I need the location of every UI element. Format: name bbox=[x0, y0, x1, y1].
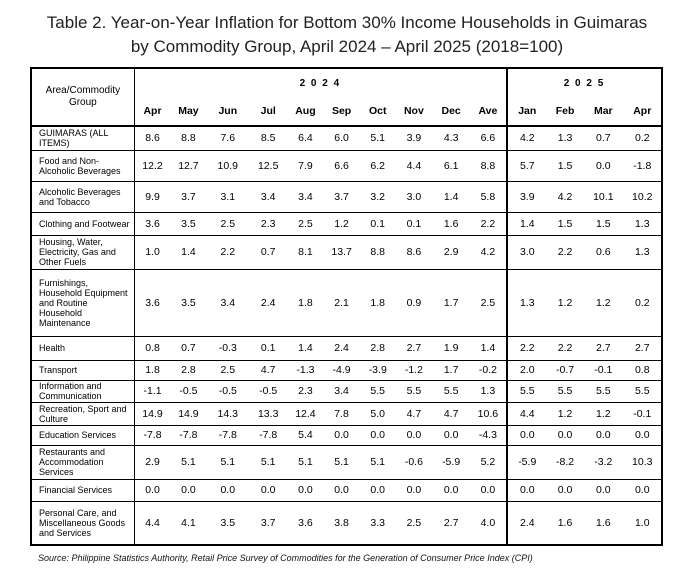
value-cell-2024: 8.5 bbox=[249, 126, 287, 150]
value-cell-2025: 0.2 bbox=[624, 126, 662, 150]
value-cell-2025: 0.0 bbox=[507, 425, 547, 445]
value-cell-2025: 0.0 bbox=[624, 479, 662, 501]
value-cell-2025: 1.5 bbox=[547, 212, 583, 235]
value-cell-2024: 6.6 bbox=[324, 150, 360, 181]
value-cell-2024: 2.5 bbox=[207, 360, 250, 380]
value-cell-2025: 3.9 bbox=[507, 181, 547, 212]
value-cell-2025: 5.5 bbox=[507, 380, 547, 402]
value-cell-2025: -1.8 bbox=[624, 150, 662, 181]
value-cell-2024: 2.2 bbox=[470, 212, 506, 235]
value-cell-2024: 2.1 bbox=[324, 269, 360, 336]
value-cell-2025: 0.0 bbox=[547, 425, 583, 445]
commodity-label: Personal Care, and Miscellaneous Goods and Services bbox=[31, 501, 134, 545]
value-cell-2024: 2.4 bbox=[249, 269, 287, 336]
value-cell-2024: 3.5 bbox=[207, 501, 250, 545]
value-cell-2024: 8.8 bbox=[170, 126, 206, 150]
value-cell-2025: 10.3 bbox=[624, 445, 662, 479]
value-cell-2024: 3.4 bbox=[287, 181, 323, 212]
value-cell-2024: 4.2 bbox=[470, 235, 506, 269]
value-cell-2024: 1.8 bbox=[134, 360, 170, 380]
value-cell-2024: 5.8 bbox=[470, 181, 506, 212]
value-cell-2024: 3.0 bbox=[396, 181, 432, 212]
value-cell-2024: -4.9 bbox=[324, 360, 360, 380]
value-cell-2025: 0.8 bbox=[624, 360, 662, 380]
value-cell-2025: 0.0 bbox=[583, 150, 623, 181]
source-note: Source: Philippine Statistics Authority, Retail Price Survey of Commodities for the Generation of Consumer Price Index (CPI) bbox=[38, 553, 533, 563]
value-cell-2025: 1.3 bbox=[624, 235, 662, 269]
table-row bbox=[31, 269, 662, 336]
value-cell-2024: -0.5 bbox=[170, 380, 206, 402]
value-cell-2024: 0.7 bbox=[170, 336, 206, 360]
table-body bbox=[31, 126, 662, 545]
value-cell-2024: 3.4 bbox=[249, 181, 287, 212]
value-cell-2024: 9.9 bbox=[134, 181, 170, 212]
value-cell-2024: 3.5 bbox=[170, 269, 206, 336]
table-row bbox=[31, 425, 662, 445]
value-cell-2024: 1.7 bbox=[432, 269, 470, 336]
value-cell-2024: -4.3 bbox=[470, 425, 506, 445]
value-cell-2025: 2.4 bbox=[507, 501, 547, 545]
commodity-label: Housing, Water, Electricity, Gas and Other Fuels bbox=[31, 235, 134, 269]
table-row bbox=[31, 212, 662, 235]
value-cell-2024: 3.4 bbox=[324, 380, 360, 402]
value-cell-2025: 0.0 bbox=[624, 425, 662, 445]
commodity-label: Clothing and Footwear bbox=[31, 212, 134, 235]
value-cell-2025: -0.1 bbox=[624, 402, 662, 425]
table-title bbox=[0, 11, 694, 59]
commodity-label: Education Services bbox=[31, 425, 134, 445]
value-cell-2024: 8.8 bbox=[470, 150, 506, 181]
value-cell-2024: 14.9 bbox=[134, 402, 170, 425]
value-cell-2024: 1.4 bbox=[170, 235, 206, 269]
value-cell-2024: -7.8 bbox=[207, 425, 250, 445]
value-cell-2024: -1.3 bbox=[287, 360, 323, 380]
value-cell-2025: 1.3 bbox=[507, 269, 547, 336]
commodity-label: Furnishings, Household Equipment and Routine Household Maintenance bbox=[31, 269, 134, 336]
value-cell-2024: 14.3 bbox=[207, 402, 250, 425]
value-cell-2024: 3.3 bbox=[360, 501, 396, 545]
value-cell-2024: -0.3 bbox=[207, 336, 250, 360]
value-cell-2025: 0.0 bbox=[583, 425, 623, 445]
value-cell-2024: 3.6 bbox=[134, 212, 170, 235]
value-cell-2024: 0.0 bbox=[170, 479, 206, 501]
month-header-2024: Oct bbox=[368, 105, 387, 117]
table-row bbox=[31, 501, 662, 545]
value-cell-2025: 1.3 bbox=[547, 126, 583, 150]
value-cell-2025: 0.2 bbox=[624, 269, 662, 336]
value-cell-2024: 5.1 bbox=[324, 445, 360, 479]
value-cell-2024: 0.0 bbox=[287, 479, 323, 501]
value-cell-2024: 4.4 bbox=[396, 150, 432, 181]
value-cell-2024: 1.2 bbox=[324, 212, 360, 235]
value-cell-2024: 5.2 bbox=[470, 445, 506, 479]
value-cell-2024: 1.7 bbox=[432, 360, 470, 380]
value-cell-2025: 1.2 bbox=[547, 269, 583, 336]
month-header-2024: Dec bbox=[441, 105, 461, 117]
value-cell-2024: 8.8 bbox=[360, 235, 396, 269]
value-cell-2024: -1.1 bbox=[134, 380, 170, 402]
value-cell-2024: 3.2 bbox=[360, 181, 396, 212]
value-cell-2024: 7.9 bbox=[287, 150, 323, 181]
table-row bbox=[31, 181, 662, 212]
value-cell-2024: 4.7 bbox=[249, 360, 287, 380]
value-cell-2024: 2.5 bbox=[207, 212, 250, 235]
value-cell-2024: 4.4 bbox=[134, 501, 170, 545]
title-line-1: Table 2. Year-on-Year Inflation for Bottom 30% Income Households in Guimaras bbox=[46, 13, 648, 32]
value-cell-2024: 5.5 bbox=[396, 380, 432, 402]
value-cell-2024: 0.9 bbox=[396, 269, 432, 336]
value-cell-2024: 2.9 bbox=[432, 235, 470, 269]
value-cell-2024: 0.0 bbox=[360, 425, 396, 445]
value-cell-2024: -0.5 bbox=[249, 380, 287, 402]
value-cell-2024: -3.9 bbox=[360, 360, 396, 380]
value-cell-2025: 4.4 bbox=[507, 402, 547, 425]
value-cell-2024: 5.1 bbox=[287, 445, 323, 479]
value-cell-2024: -7.8 bbox=[134, 425, 170, 445]
value-cell-2024: 8.6 bbox=[396, 235, 432, 269]
value-cell-2024: 1.8 bbox=[360, 269, 396, 336]
value-cell-2025: 2.0 bbox=[507, 360, 547, 380]
value-cell-2025: 2.7 bbox=[583, 336, 623, 360]
commodity-label: Restaurants and Accommodation Services bbox=[31, 445, 134, 479]
value-cell-2025: 2.7 bbox=[624, 336, 662, 360]
value-cell-2024: 1.4 bbox=[287, 336, 323, 360]
value-cell-2024: 12.5 bbox=[249, 150, 287, 181]
value-cell-2024: 12.4 bbox=[287, 402, 323, 425]
value-cell-2024: 0.7 bbox=[249, 235, 287, 269]
month-header-2024: Jul bbox=[260, 105, 276, 117]
value-cell-2024: 8.6 bbox=[134, 126, 170, 150]
value-cell-2024: 0.0 bbox=[207, 479, 250, 501]
value-cell-2024: 0.1 bbox=[396, 212, 432, 235]
value-cell-2025: 1.4 bbox=[507, 212, 547, 235]
month-header-2024: Apr bbox=[134, 97, 170, 126]
commodity-label: Transport bbox=[31, 360, 134, 380]
value-cell-2025: 5.5 bbox=[624, 380, 662, 402]
table-header bbox=[31, 68, 662, 126]
value-cell-2024: 3.7 bbox=[324, 181, 360, 212]
value-cell-2025: 3.0 bbox=[507, 235, 547, 269]
value-cell-2024: 2.5 bbox=[287, 212, 323, 235]
value-cell-2024: 0.0 bbox=[134, 479, 170, 501]
value-cell-2025: 1.5 bbox=[547, 150, 583, 181]
table-row bbox=[31, 126, 662, 150]
value-cell-2024: 0.0 bbox=[432, 479, 470, 501]
value-cell-2025: 4.2 bbox=[547, 181, 583, 212]
value-cell-2024: -0.6 bbox=[396, 445, 432, 479]
value-cell-2024: 8.1 bbox=[287, 235, 323, 269]
commodity-label: Alcoholic Beverages and Tobacco bbox=[31, 181, 134, 212]
year-2025-header: 2 0 2 5 bbox=[507, 68, 662, 97]
value-cell-2025: 5.7 bbox=[507, 150, 547, 181]
value-cell-2024: 3.6 bbox=[134, 269, 170, 336]
value-cell-2025: -0.1 bbox=[583, 360, 623, 380]
value-cell-2024: 10.6 bbox=[470, 402, 506, 425]
value-cell-2024: 0.0 bbox=[432, 425, 470, 445]
value-cell-2024: 0.0 bbox=[396, 425, 432, 445]
value-cell-2024: 1.4 bbox=[470, 336, 506, 360]
table-row bbox=[31, 235, 662, 269]
value-cell-2025: 5.5 bbox=[547, 380, 583, 402]
value-cell-2024: 1.6 bbox=[432, 212, 470, 235]
commodity-label: Recreation, Sport and Culture bbox=[31, 402, 134, 425]
month-header-2024: Nov bbox=[403, 105, 424, 117]
value-cell-2024: 6.6 bbox=[470, 126, 506, 150]
value-cell-2024: 3.4 bbox=[207, 269, 250, 336]
table-row bbox=[31, 402, 662, 425]
value-cell-2024: 13.3 bbox=[249, 402, 287, 425]
value-cell-2025: 1.3 bbox=[624, 212, 662, 235]
value-cell-2024: 4.7 bbox=[432, 402, 470, 425]
value-cell-2024: 2.3 bbox=[249, 212, 287, 235]
value-cell-2024: 2.5 bbox=[396, 501, 432, 545]
value-cell-2025: 1.6 bbox=[583, 501, 623, 545]
value-cell-2024: -5.9 bbox=[432, 445, 470, 479]
value-cell-2024: 1.0 bbox=[134, 235, 170, 269]
value-cell-2025: 1.0 bbox=[624, 501, 662, 545]
month-header-2025: Jan bbox=[507, 97, 547, 126]
value-cell-2024: 1.8 bbox=[287, 269, 323, 336]
value-cell-2024: -1.2 bbox=[396, 360, 432, 380]
value-cell-2024: 0.0 bbox=[360, 479, 396, 501]
month-header-2024: Jun bbox=[218, 105, 238, 117]
value-cell-2024: 7.8 bbox=[324, 402, 360, 425]
commodity-label: Food and Non-Alcoholic Beverages bbox=[31, 150, 134, 181]
value-cell-2024: 3.5 bbox=[170, 212, 206, 235]
value-cell-2024: 4.0 bbox=[470, 501, 506, 545]
value-cell-2025: 1.5 bbox=[583, 212, 623, 235]
value-cell-2025: 2.2 bbox=[507, 336, 547, 360]
value-cell-2024: 1.3 bbox=[470, 380, 506, 402]
area-commodity-header: Area/Commodity Group bbox=[45, 85, 121, 108]
value-cell-2025: 2.2 bbox=[547, 336, 583, 360]
month-header-2024: Sep bbox=[331, 105, 352, 117]
value-cell-2024: 3.8 bbox=[324, 501, 360, 545]
value-cell-2024: 2.7 bbox=[396, 336, 432, 360]
value-cell-2024: 0.0 bbox=[249, 479, 287, 501]
value-cell-2025: 4.2 bbox=[507, 126, 547, 150]
value-cell-2024: 5.5 bbox=[432, 380, 470, 402]
value-cell-2025: 0.0 bbox=[583, 479, 623, 501]
value-cell-2024: 0.1 bbox=[360, 212, 396, 235]
year-2024-header: 2 0 2 4 bbox=[134, 68, 506, 97]
commodity-label: Health bbox=[31, 336, 134, 360]
value-cell-2025: 5.5 bbox=[583, 380, 623, 402]
value-cell-2024: 2.4 bbox=[324, 336, 360, 360]
table-row bbox=[31, 360, 662, 380]
value-cell-2025: -0.7 bbox=[547, 360, 583, 380]
value-cell-2024: 2.3 bbox=[287, 380, 323, 402]
table-row bbox=[31, 479, 662, 501]
month-header-2025: Apr bbox=[633, 105, 652, 117]
value-cell-2024: 5.1 bbox=[249, 445, 287, 479]
value-cell-2024: 3.6 bbox=[287, 501, 323, 545]
value-cell-2025: 0.0 bbox=[507, 479, 547, 501]
value-cell-2024: 3.7 bbox=[170, 181, 206, 212]
value-cell-2024: 0.0 bbox=[396, 479, 432, 501]
value-cell-2025: 0.0 bbox=[547, 479, 583, 501]
value-cell-2024: 5.0 bbox=[360, 402, 396, 425]
table-row bbox=[31, 336, 662, 360]
value-cell-2025: -8.2 bbox=[547, 445, 583, 479]
commodity-label: Financial Services bbox=[31, 479, 134, 501]
value-cell-2025: 0.7 bbox=[583, 126, 623, 150]
value-cell-2024: 3.7 bbox=[249, 501, 287, 545]
value-cell-2024: 6.4 bbox=[287, 126, 323, 150]
value-cell-2024: 2.2 bbox=[207, 235, 250, 269]
value-cell-2024: 4.1 bbox=[170, 501, 206, 545]
title-line-2: by Commodity Group, April 2024 – April 2025 (2018=100) bbox=[130, 37, 564, 56]
value-cell-2024: 12.2 bbox=[134, 150, 170, 181]
table-row bbox=[31, 445, 662, 479]
value-cell-2024: 2.9 bbox=[134, 445, 170, 479]
value-cell-2025: 0.6 bbox=[583, 235, 623, 269]
value-cell-2024: 12.7 bbox=[170, 150, 206, 181]
value-cell-2024: -7.8 bbox=[170, 425, 206, 445]
value-cell-2025: -3.2 bbox=[583, 445, 623, 479]
table-row bbox=[31, 380, 662, 402]
value-cell-2024: 5.1 bbox=[360, 445, 396, 479]
value-cell-2024: 2.8 bbox=[170, 360, 206, 380]
value-cell-2024: 6.0 bbox=[324, 126, 360, 150]
value-cell-2024: 0.1 bbox=[249, 336, 287, 360]
value-cell-2025: 10.1 bbox=[583, 181, 623, 212]
value-cell-2024: -0.5 bbox=[207, 380, 250, 402]
value-cell-2024: 1.9 bbox=[432, 336, 470, 360]
month-header-2024: Aug bbox=[295, 105, 316, 117]
value-cell-2024: 0.8 bbox=[134, 336, 170, 360]
month-header-2025: Feb bbox=[555, 105, 575, 117]
inflation-table bbox=[30, 67, 663, 546]
value-cell-2025: 1.2 bbox=[547, 402, 583, 425]
month-header-2024: Ave bbox=[478, 105, 498, 117]
value-cell-2025: 1.2 bbox=[583, 402, 623, 425]
value-cell-2024: 3.1 bbox=[207, 181, 250, 212]
value-cell-2024: 3.9 bbox=[396, 126, 432, 150]
value-cell-2024: 4.7 bbox=[396, 402, 432, 425]
value-cell-2025: 10.2 bbox=[624, 181, 662, 212]
value-cell-2024: 0.0 bbox=[324, 425, 360, 445]
value-cell-2024: 0.0 bbox=[324, 479, 360, 501]
value-cell-2024: 5.1 bbox=[170, 445, 206, 479]
value-cell-2024: 0.0 bbox=[470, 479, 506, 501]
value-cell-2024: 5.4 bbox=[287, 425, 323, 445]
value-cell-2024: 5.1 bbox=[207, 445, 250, 479]
value-cell-2024: 5.1 bbox=[360, 126, 396, 150]
value-cell-2024: 6.2 bbox=[360, 150, 396, 181]
value-cell-2025: 2.2 bbox=[547, 235, 583, 269]
month-header-2025: Mar bbox=[593, 105, 613, 117]
value-cell-2025: 1.2 bbox=[583, 269, 623, 336]
value-cell-2024: 7.6 bbox=[207, 126, 250, 150]
value-cell-2024: 2.8 bbox=[360, 336, 396, 360]
value-cell-2024: -7.8 bbox=[249, 425, 287, 445]
value-cell-2024: -0.2 bbox=[470, 360, 506, 380]
value-cell-2025: 1.6 bbox=[547, 501, 583, 545]
value-cell-2024: 14.9 bbox=[170, 402, 206, 425]
value-cell-2024: 2.5 bbox=[470, 269, 506, 336]
value-cell-2025: -5.9 bbox=[507, 445, 547, 479]
table-row bbox=[31, 150, 662, 181]
value-cell-2024: 6.1 bbox=[432, 150, 470, 181]
commodity-label: Information and Communication bbox=[31, 380, 134, 402]
month-header-2024: May bbox=[178, 105, 199, 117]
value-cell-2024: 10.9 bbox=[207, 150, 250, 181]
commodity-label: GUIMARAS (ALL ITEMS) bbox=[31, 126, 134, 150]
value-cell-2024: 13.7 bbox=[324, 235, 360, 269]
value-cell-2024: 5.5 bbox=[360, 380, 396, 402]
value-cell-2024: 4.3 bbox=[432, 126, 470, 150]
value-cell-2024: 2.7 bbox=[432, 501, 470, 545]
value-cell-2024: 1.4 bbox=[432, 181, 470, 212]
